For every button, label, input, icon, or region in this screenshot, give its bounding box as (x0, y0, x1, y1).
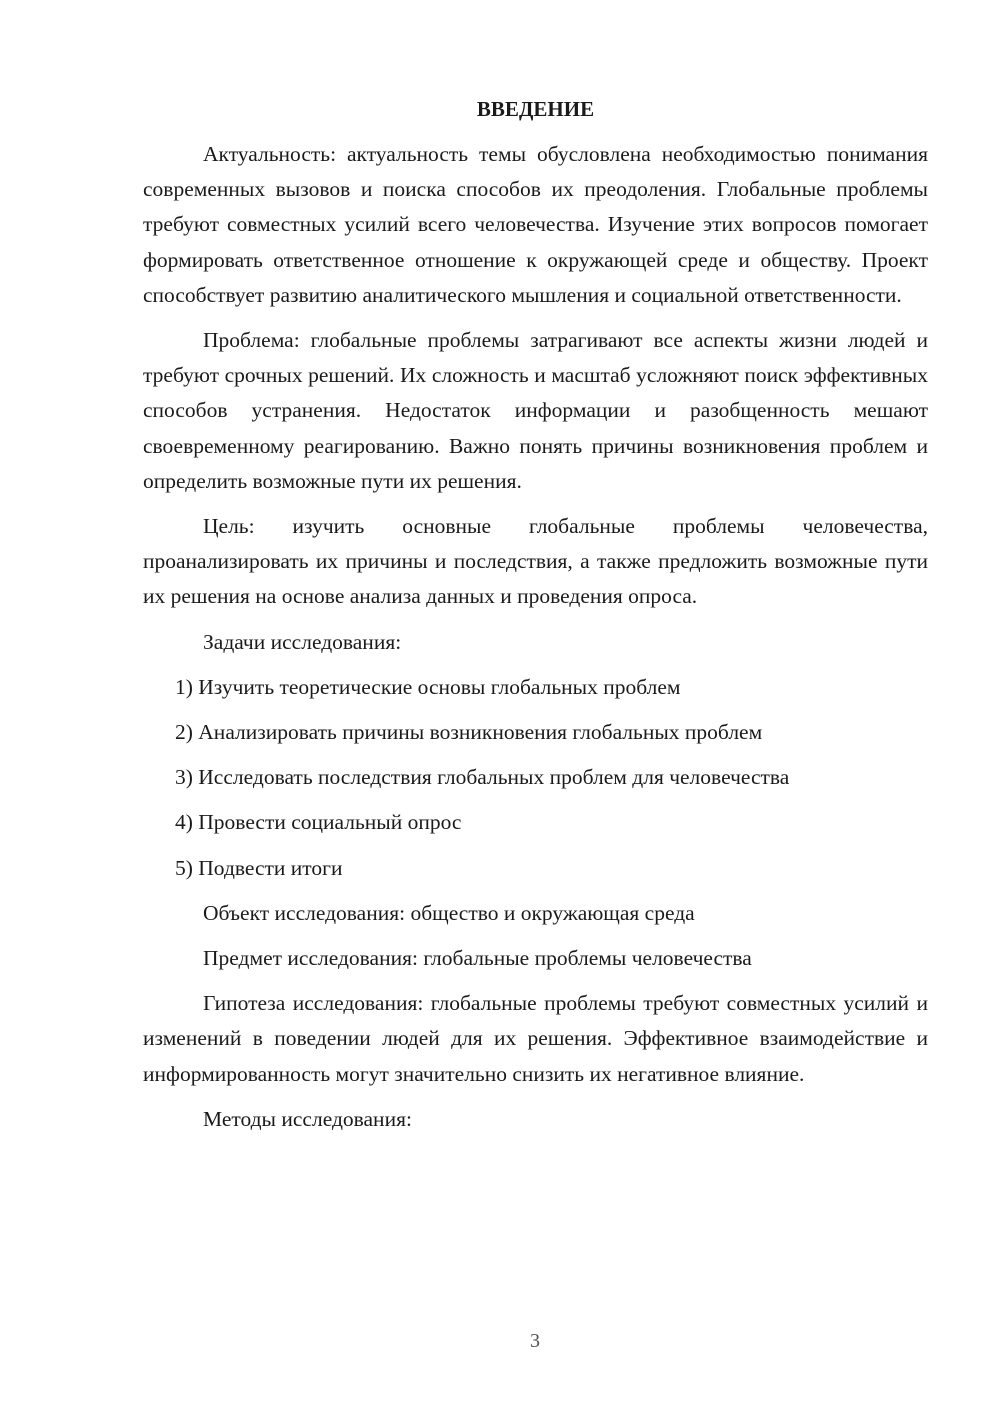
tasks-heading: Задачи исследования: (203, 629, 402, 654)
list-item: 3) Исследовать последствия глобальных проблем для человечества (175, 765, 790, 790)
methods-heading: Методы исследования: (203, 1106, 412, 1131)
list-item: 1) Изучить теоретические основы глобальных проблем (175, 674, 681, 699)
problem-paragraph: Проблема: глобальные проблемы затрагивают все аспекты жизни людей и требуют срочных решений. Их сложность и масштаб усложняют поиск эффективных способов устранения. Недостаток информации и разобщенность мешают своевременному реагированию. Важно понять причины возникновения проблем и определить возможные пути их решения. (143, 328, 928, 493)
document-page (143, 92, 928, 1147)
hypothesis-paragraph: Гипотеза исследования: глобальные проблемы требуют совместных усилий и изменений в поведении людей для их решения. Эффективное взаимодействие и информированность могут значительно снизить их негативное влияние. (143, 991, 928, 1086)
relevance-paragraph: Актуальность: актуальность темы обусловлена необходимостью понимания современных вызовов и поиска способов их преодоления. Глобальные проблемы требуют совместных усилий всего человечества. Изучение этих вопросов помогает формировать ответственное отношение к окружающей среде и обществу. Проект способствует развитию аналитического мышления и социальной ответственности. (143, 142, 928, 307)
research-object: Объект исследования: общество и окружающая среда (203, 900, 695, 925)
list-item: 5) Подвести итоги (175, 855, 343, 880)
list-item: 4) Провести социальный опрос (175, 810, 462, 835)
tasks-list (143, 670, 928, 886)
page-title: ВВЕДЕНИЕ (476, 97, 595, 121)
goal-paragraph: Цель: изучить основные глобальные проблемы человечества, проанализировать их причины и последствия, а также предложить возможные пути их решения на основе анализа данных и проведения опроса. (143, 514, 928, 609)
list-item: 2) Анализировать причины возникновения глобальных проблем (175, 720, 763, 745)
page-number: 3 (530, 1330, 540, 1352)
research-subject: Предмет исследования: глобальные проблемы человечества (203, 946, 752, 971)
